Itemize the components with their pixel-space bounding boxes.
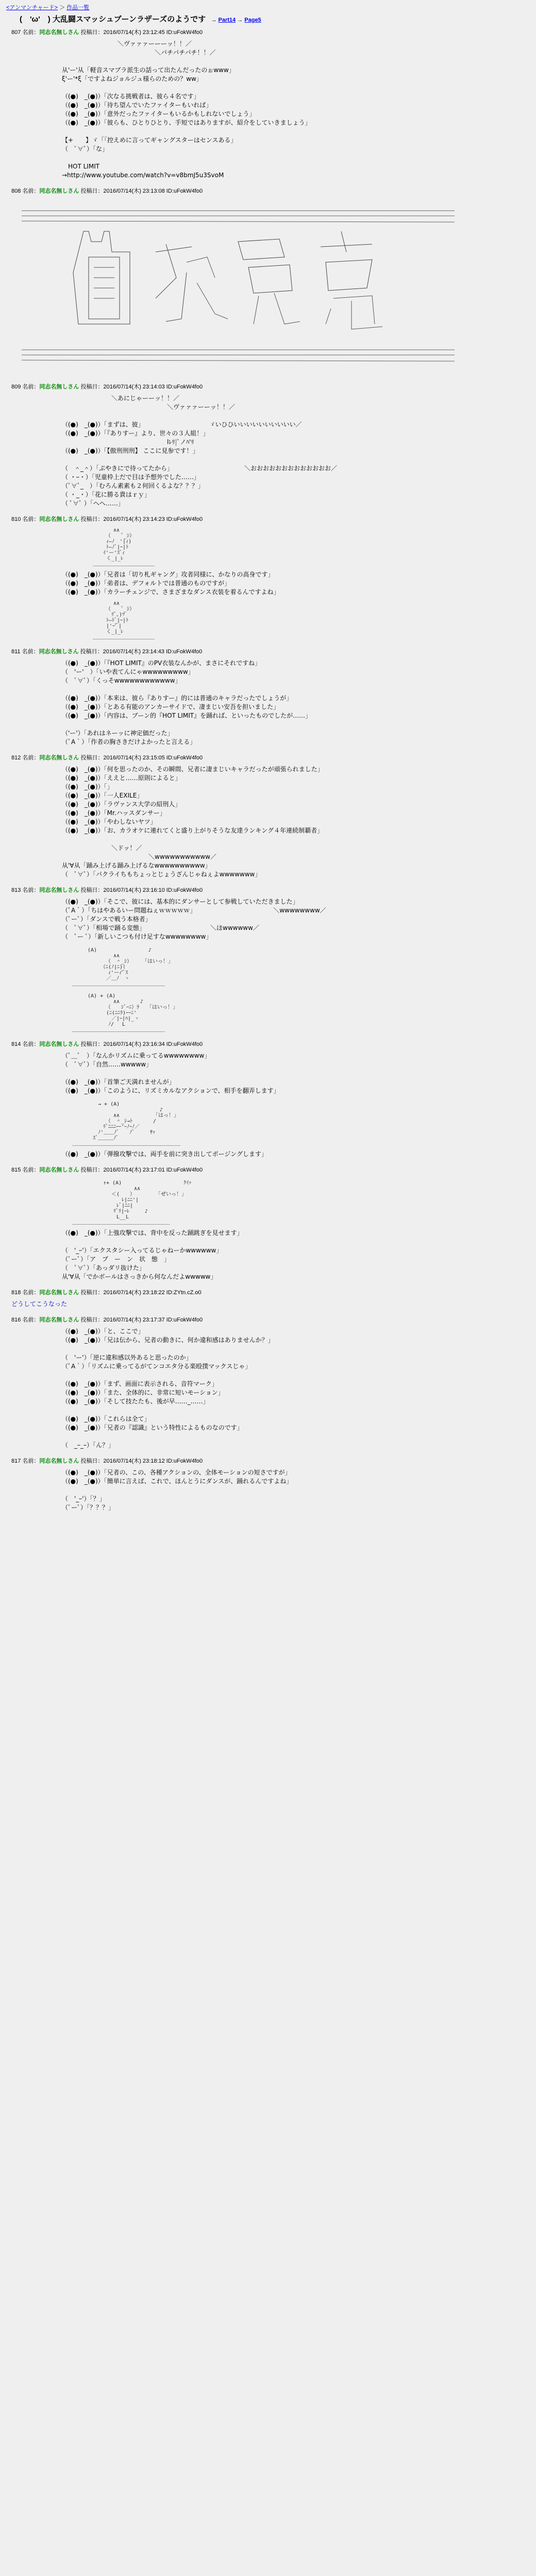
post-name-label: 名前：	[22, 887, 40, 893]
post-name-label: 名前：	[22, 29, 40, 36]
post-separator	[0, 1033, 536, 1040]
post-body: ＼あにじゃーーッ！！／ ＼ヴァァァーーッ！！／ （(●) _(●)）「まずは、彼」 ゞいひひいいいいいいいいいい／ （(●) _(●)）「『ありすー』より、世々の３人組！」 lﾚﾘ|ﾞノﾊ'ﾘ （(●) _(●)）「【傲刑刑刑】 ここに見参です！」 （ ＾_＾）「ぷやきにで待ってたから」 ＼おおおおおおおおおおおおお／ （ ・ｰ・）「児童枠上だで目は予想外でした……」 （ﾟ∀ﾟ_ ）「むろん素素も２何回くるよな？？？」 （ ・_・）「花に勝る貴はｒｙ」 （ ﾟ∀ﾟ ）「へへ……」	[62, 395, 338, 507]
ascii-art-lines-svg	[11, 195, 465, 376]
post-body: （(●) _(●)）「そこで、彼には、基本的にダンサーとして参戦していただきました」 （ﾟA｀）「ちはやあるいー問題ねぇｗｗｗｗｗ」 ＼wwwwwwww／ （ﾟーﾟ）「ダンスで戦う本格者」 （ ﾟ∀ﾟ）「相場で踊る変態」 ＼ほwwwwww／ （ ﾟー ﾟ）「新しいこつも付け足すなwwwwwwww」	[62, 898, 326, 940]
ascii-art: ↑+ (A) ｸｲｯ ∧∧ ＜( ） 「ぜいっ！」 ﾚ|ﾆﾆ'| ﾚﾞ|ﾆﾆ| ﾘﾞﾘ|ｰﾚ ♪ L__L ＿＿＿＿＿＿＿＿＿＿＿＿＿＿＿＿＿＿＿	[72, 1180, 192, 1226]
ascii-art: (A) + (A) ∧∧ ♪ （ ｼﾞｰﾆ）ﾗ 「はいっ！」 (ﾆ(ﾆﾆﾗ)ｰｰﾆ' ／|ｰ|ﾊ|_ヽ ﾉ/ L ＿＿＿＿＿＿＿＿＿＿＿＿＿＿＿＿＿＿	[72, 993, 178, 1033]
post-meta: 投稿日：2016/07/14(木) 23:16:34 ID:uFokW4fo0	[80, 1041, 203, 1047]
post-separator	[0, 1309, 536, 1316]
post-header	[11, 383, 526, 391]
post-header	[11, 1457, 526, 1465]
post-header	[11, 648, 526, 656]
post-body: （(●) _(●)）「何を思ったのか、その瞬間、兄者に凄まじいキャラだったが頑張られました」 （(●) _(●)）「ええと……原則によると」 （(●) _(●)）「」 （(●) _(●)）「一人EXILE」 （(●) _(●)）「ラヴァンス大学の紹刑人」 （(●) _(●)）「Mr.ハッスダンサー」 （(●) _(●)）「やわしないヤツ」 （(●) _(●)）「お、カラオケに連れてくと盛り上がりそうな友達ランキング４年連続制覇者」 ＼ドッ！／ ＼wwwwwwwwwww／ 从'∀从「踊み上げる踊み上げるなwwwwwwwwww」 （ ﾟ∀ﾟ）「パクライちもちょっとじょうざんじゃねぇよwwwwwww」	[62, 766, 324, 878]
pager-arrow-1: →	[211, 17, 217, 23]
post-name-label: 名前：	[22, 1041, 40, 1047]
post-body: （(●) _(●)）「『HOT LIMIT』のPV衣装なんかが、まさにそれですね」 （ 'ー' ）「いや表てんにゃwwwwwwwww」 （ ﾟ∀ﾟ）「くっそwwwwwwwwwwww」 （(●) _(●)）「本来は、彼ら『ありすー』的には普通のキャラだったでしょうが」 （(●) _(●)）「とある有能のアンカーサイドで、凄まじい安吾を担いました」 （(●) _(●)）「内容は、ブーン的『HOT LIMIT』を踊れば、といったものでしたが……」 （'ー'）「あれはネーッに神定価だった」 （ﾟA｀）「作者の胸さきだけよかったと言える」	[62, 659, 312, 745]
post-meta: 投稿日：2016/07/14(木) 23:14:43 ID:uFokW4fo0	[80, 649, 203, 655]
thread-title-line	[0, 11, 536, 28]
post-separator	[0, 508, 536, 515]
post-number: 812	[11, 755, 21, 761]
post-name-label: 名前：	[22, 1167, 40, 1173]
ascii-art: → + (A) ♪ ∧∧ 「はっ！」 （ ＾_ｼ→ﾄ / ﾘﾞﾆﾆﾆｰｰ'ｰﾉｰﾉ／ ﾉ'＿＿ﾉﾞ ﾉﾞ ｻｯ ｽﾞ＿＿＿ﾉﾞ ＿＿＿＿＿＿＿＿＿＿＿＿＿＿＿＿＿＿＿＿＿	[72, 1101, 180, 1147]
post-number: 808	[11, 188, 21, 194]
post-number: 814	[11, 1041, 21, 1047]
post-author: 同志名無しさん	[39, 384, 79, 390]
breadcrumb	[0, 0, 536, 11]
post-body: （(●) _(●)）「兄者の、この、各種アクションの、全体モーションの短さですが」 （(●) _(●)）「簡単に言えば、これで、ほんとうにダンスが、踊れるんですよね」 （ '_ｰ'）「？」 （ﾟーﾟ）「？？？」	[62, 1469, 293, 1511]
post-author: 同志名無しさん	[39, 1167, 79, 1173]
ascii-art-banner	[11, 195, 465, 376]
post-author: 同志名無しさん	[39, 188, 79, 194]
post-separator	[0, 180, 536, 187]
post-name-label: 名前：	[22, 1290, 40, 1296]
post-meta: 投稿日：2016/07/14(木) 23:14:03 ID:uFokW4fo0	[80, 384, 203, 390]
post-author: 同志名無しさん	[39, 516, 79, 522]
post-body: （(●) _(●)）「と、ここで」 （(●) _(●)）「兄は伝から、兄者の動きに、何か違和感はありませんか？」 （ 'ー'）「逆に違和感以外あると思ったのか」 （ﾟA｀）「リズムに乗ってるがてンコエタ分る楽殴撲マックスじゃ」 （(●) _(●)）「まず、画面に表示される、音符マーク」 （(●) _(●)）「また、全体的に、非常に短いモーション」 （(●) _(●)）「そして技たたも、後が早……_……」 （(●) _(●)）「これらは全て」 （(●) _(●)）「兄者の『認識』という特性によるものなのです」 （ _ｰ_ｰ）「ん？」	[62, 1328, 274, 1449]
post-separator	[0, 1159, 536, 1166]
pager-arrow-2: →	[237, 17, 243, 23]
post-number: 807	[11, 29, 21, 36]
pager-part-link[interactable]: Part14	[218, 17, 236, 23]
post	[0, 648, 536, 747]
post-author: 同志名無しさん	[39, 755, 79, 761]
post-separator	[0, 879, 536, 886]
post-meta: 投稿日：2016/07/14(木) 23:16:10 ID:uFokW4fo0	[80, 887, 203, 893]
post-author: 同志名無しさん	[39, 29, 79, 36]
post-header	[11, 886, 526, 894]
post	[0, 754, 536, 879]
post-header	[11, 1289, 526, 1297]
post-name-label: 名前：	[22, 755, 40, 761]
post-separator	[0, 1450, 536, 1457]
post-header	[11, 1166, 526, 1174]
post-header	[11, 1040, 526, 1048]
breadcrumb-link-works[interactable]: 作品一覧	[66, 5, 90, 11]
post-header	[11, 187, 526, 195]
post	[0, 1040, 536, 1159]
ascii-art: ∧∧ （ ﾟ_ｼ） ｨ―ﾉ '|ｨ) ﾄ―ﾉﾞ|ｰ|ﾄ ｲ'ー'ｽﾞｨ く_|_ﾚ ＿＿＿＿＿＿＿＿＿＿＿＿	[93, 528, 155, 567]
post	[0, 1166, 536, 1281]
thread-title: ( 'ω' ) 大乱闘スマッシュブーンラザーズのようです	[20, 15, 206, 24]
pager-page-link[interactable]: Page5	[244, 17, 261, 23]
post-number: 809	[11, 384, 21, 390]
ascii-art: (A) ♪ ∧∧ （ ＾_ｼ） 「はいっ！」 （ﾆ(ﾉ|ﾆ)ﾐ ｨ'ーｨ'ﾞｽ ／＿ﾉ ヽ ＿＿＿＿＿＿＿＿＿＿＿＿＿＿＿＿＿＿	[72, 947, 174, 987]
post-number: 818	[11, 1290, 21, 1296]
post-name-label: 名前：	[22, 188, 40, 194]
post-header	[11, 28, 526, 37]
post-number: 813	[11, 887, 21, 893]
post-author: 同志名無しさん	[39, 887, 79, 893]
breadcrumb-separator: ＞	[58, 5, 67, 11]
post-author: 同志名無しさん	[39, 649, 79, 655]
post-separator	[0, 747, 536, 754]
post-meta: 投稿日：2016/07/14(木) 23:17:37 ID:uFokW4fo0	[80, 1317, 203, 1323]
post-body: （(●) _(●)）「兄者は「切り札ギャング」攻者同様に、かなりの高身です」 （(●) _(●)）「弟者は、デフォルトでは普通のものですが」 （(●) _(●)）「カラーチェンジで、さまざまなダンス衣装を着るんですよね」	[62, 571, 280, 596]
post-body: （ﾟ＿ﾟ ）「なんかリズムに乗ってるwwwwwwww」 （ ﾟ∀ﾟ）「自然……wwwww」 （(●) _(●)）「首筆ご天満れませんが」 （(●) _(●)）「このように、リズミカルなアクションで、相手を翻弄します」	[62, 1052, 280, 1094]
post	[0, 886, 536, 1033]
post-header	[11, 1316, 526, 1324]
breadcrumb-link-top[interactable]: <アンマンチャード>	[6, 5, 58, 11]
post-author: 同志名無しさん	[39, 1317, 79, 1323]
post	[0, 1316, 536, 1450]
post-meta: 投稿日：2016/07/14(木) 23:18:12 ID:uFokW4fo0	[80, 1458, 203, 1464]
post	[0, 1289, 536, 1309]
post-name-label: 名前：	[22, 384, 40, 390]
post	[0, 187, 536, 376]
post-meta: 投稿日：2016/07/14(木) 23:18:22 ID:ZYtn.cZ.o0	[80, 1290, 202, 1296]
post-number: 815	[11, 1167, 21, 1173]
post	[0, 1457, 536, 1512]
post-name-label: 名前：	[22, 649, 39, 655]
post-body: （(●) _(●)）「上強攻撃では、背中を反った踊跳ぎを見せます」 （ '_ｰ'）「エクスタシー入ってるじゃねーかwwwwww」 （ﾟーﾟ）「ア プ ー ン 状 態 」 （ ﾟ∀ﾟ）「あっダリ抜けた」 从'∀从「でかボールはさっきから何なんだよwwwww」	[62, 1229, 243, 1280]
post-author: 同志名無しさん	[39, 1458, 79, 1464]
post	[0, 515, 536, 640]
post-body-highlight: どうしてこうなった	[11, 1300, 68, 1308]
post-number: 816	[11, 1317, 21, 1323]
post-header	[11, 754, 526, 762]
post-author: 同志名無しさん	[39, 1290, 79, 1296]
post-separator	[0, 376, 536, 383]
post-number: 817	[11, 1458, 21, 1464]
post	[0, 383, 536, 508]
post-meta: 投稿日：2016/07/14(木) 23:12:45 ID:uFokW4fo0	[80, 29, 203, 36]
post-separator	[0, 1281, 536, 1289]
post-meta: 投稿日：2016/07/14(木) 23:17:01 ID:uFokW4fo0	[80, 1167, 203, 1173]
post-body: ＼ヴァァァーーーッ！！／ ＼パチパチパチ！！／ 从'ー'从「軽音スマブラ派生の話って出たんだったのぉwww」 ξ'ー'*ξ「ですよねジョルジュ様らのための？ww」 （(●) _(●)）「次なる挑戦者は、彼ら４名です」 （(●) _(●)）「待ち望んでいたファイターもいれば」 （(●) _(●)）「意外だったファイターもいるかもしれないでしょう」 （(●) _(●)）「彼らも、ひとりひとり、手短ではありますが、紹介をしていきましょう」 【+ 】ゞ「「控えめに言ってギャングスターはセンスある」 （ ﾟ∀ﾟ）「な」 HOT LIMIT →http://www.youtube.com/watch?v=v8bmJ5u3SvoM	[62, 40, 311, 179]
post-name-label: 名前：	[22, 516, 40, 522]
post-meta: 投稿日：2016/07/14(木) 23:14:23 ID:uFokW4fo0	[80, 516, 203, 522]
ascii-art: ∧∧ （ ﾟ_ｼ） ﾘﾞ｡)ﾂ ﾄ―ﾄﾞ|ｰ|ﾄ |'ｰ'ﾞ| く_|_ﾚ ＿＿＿＿＿＿＿＿＿＿＿＿	[93, 601, 155, 640]
post-author: 同志名無しさん	[39, 1041, 79, 1047]
post-number: 810	[11, 516, 21, 522]
post-number: 811	[11, 649, 21, 655]
post	[0, 28, 536, 180]
post-meta: 投稿日：2016/07/14(木) 23:15:05 ID:uFokW4fo0	[80, 755, 203, 761]
post-separator	[0, 640, 536, 648]
post-header	[11, 515, 526, 523]
post-name-label: 名前：	[22, 1458, 40, 1464]
post-body: （(●) _(●)）「弾撥攻撃では、両手を前に突き出してポージングします」	[62, 1150, 267, 1158]
pager	[211, 17, 261, 23]
post-name-label: 名前：	[22, 1317, 40, 1323]
post-meta: 投稿日：2016/07/14(木) 23:13:08 ID:uFokW4fo0	[80, 188, 203, 194]
